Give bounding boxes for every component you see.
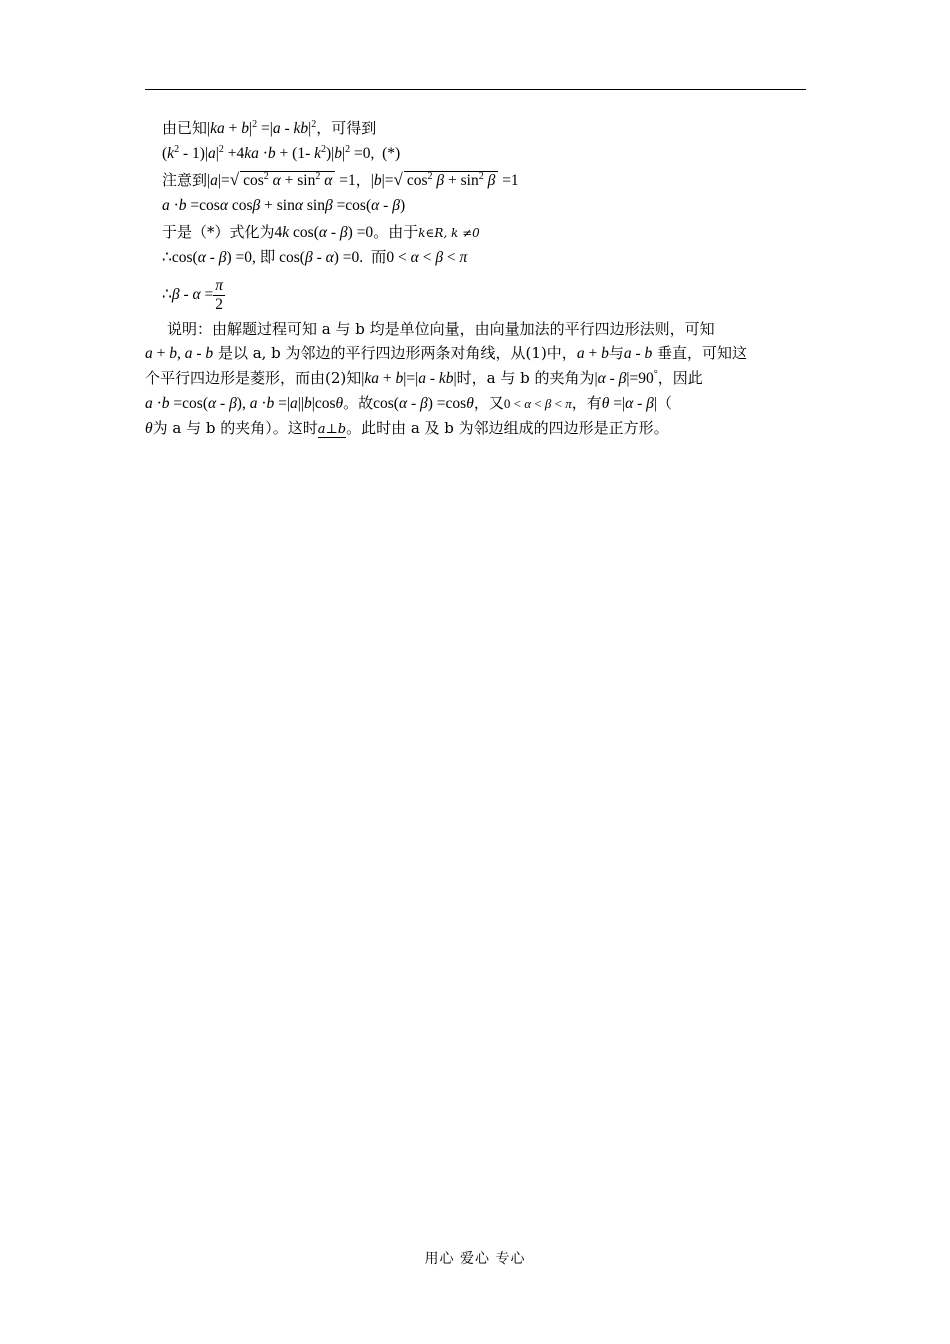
header-rule (145, 89, 806, 90)
document-body (145, 115, 806, 441)
page-footer: 用心 爱心 专心 (424, 1251, 526, 1267)
text-line-5: 于是（*）式化为4k cos(α - β) =0。由于k∈R, k ≠0 (162, 223, 480, 241)
result-line: ∴β - α = $\frac{\pi}{2}$ (162, 277, 224, 313)
note-line-3: 个平行四边形是菱形，而由(2)知|ka + b|=|a - kb|时，a 与 b 的夹角为|α - β|=90°，因此 (145, 369, 703, 387)
note-line-1: 说明：由解题过程可知 a 与 b 均是单位向量，由向量加法的平行四边形法则，可知 (167, 320, 715, 338)
text-line-3: 注意到|a|=√ $\cos^2 \alpha + \sin^2 \alpha =1$，|b|=√ $\cos^2 \beta + \sin^2 \beta =1$ (162, 170, 519, 189)
pi-over-two: $\frac{\pi}{2}$ (215, 277, 224, 313)
note-paragraph (145, 317, 806, 441)
equation-dot-product: a ·b =cosα cosβ + sinα sinβ =cos(α - β) (162, 197, 406, 214)
equation-star: $(k^2 - 1)|a|^2 +4ka \cdot b + (1-$ $k^2)|b|^2 =0$, (*) (162, 144, 401, 162)
text-line-1: 由已知$|ka + b|^2 =|a - kb|^2$，可得到 (162, 119, 377, 137)
note-label: 说明： (167, 320, 213, 338)
text-line-6: ∴cos(α - β) =0, 即 cos(β - α) =0. 而0 < α < β < π (162, 249, 468, 266)
note-line-5: θ为 a 与 b 的夹角）。这时a⊥b。此时由 a 及 b 为邻边组成的四边形是正方形。 (145, 419, 669, 437)
note-line-2: a + b, a - b 是以 a, b 为邻边的平行四边形两条对角线，从(1)中，a + b与a - b 垂直，可知这 (145, 344, 748, 362)
note-line-4: a ·b =cos(α - β), a ·b =|a||b|cosθ。故cos(α - β) =cosθ，又0 < α < β < π，有θ =|α - β|（ (145, 394, 672, 412)
perpendicular-symbol: a⊥b (317, 422, 347, 437)
